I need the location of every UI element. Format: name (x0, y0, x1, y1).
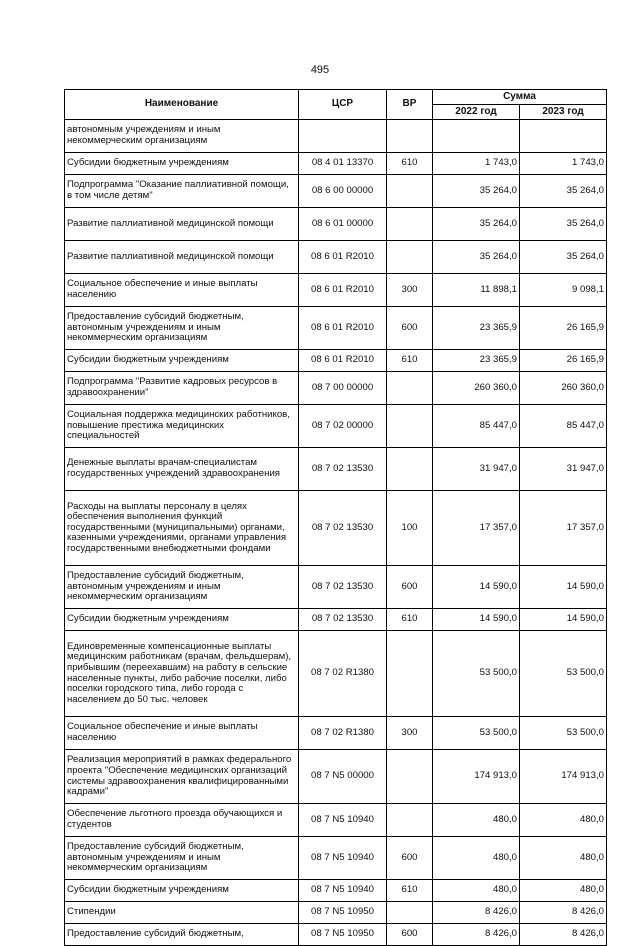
table-row (65, 717, 607, 750)
row-vr: 300 (387, 274, 433, 307)
row-sum-2022 (433, 120, 520, 153)
row-sum-2022: 53 500,0 (433, 631, 520, 717)
row-name: Единовременные компенсационные выплаты медицинским работникам (врачам, фельдшерам), прибывшим (переехавшим) на работу в сельские населенные пункты, либо рабочие поселки, либо поселки городского типа, либо города с населением до 50 тыс. человек (65, 631, 299, 717)
row-vr: 610 (387, 153, 433, 175)
row-vr: 100 (387, 491, 433, 566)
row-csr: 08 7 00 00000 (299, 372, 387, 405)
row-sum-2023 (520, 120, 607, 153)
row-vr (387, 804, 433, 837)
row-vr: 600 (387, 837, 433, 880)
row-sum-2022: 85 447,0 (433, 405, 520, 448)
row-sum-2022: 31 947,0 (433, 448, 520, 491)
row-sum-2022: 23 365,9 (433, 307, 520, 350)
row-sum-2022: 53 500,0 (433, 717, 520, 750)
row-name: Предоставление субсидий бюджетным, автономным учреждениям и иным некоммерческим организациям (65, 307, 299, 350)
row-csr: 08 7 02 13530 (299, 609, 387, 631)
row-sum-2022: 260 360,0 (433, 372, 520, 405)
row-name: Стипендии (65, 902, 299, 924)
row-sum-2022: 23 365,9 (433, 350, 520, 372)
row-sum-2023: 17 357,0 (520, 491, 607, 566)
table-row (65, 924, 607, 946)
row-sum-2022: 35 264,0 (433, 208, 520, 241)
row-name: Субсидии бюджетным учреждениям (65, 350, 299, 372)
row-sum-2023: 53 500,0 (520, 717, 607, 750)
table-row (65, 372, 607, 405)
row-vr (387, 120, 433, 153)
row-vr (387, 208, 433, 241)
row-vr: 610 (387, 350, 433, 372)
table-row (65, 153, 607, 175)
row-csr: 08 7 02 R1380 (299, 717, 387, 750)
row-name: Субсидии бюджетным учреждениям (65, 880, 299, 902)
row-vr: 610 (387, 609, 433, 631)
row-sum-2023: 14 590,0 (520, 609, 607, 631)
row-csr: 08 7 N5 10950 (299, 902, 387, 924)
row-sum-2023: 480,0 (520, 880, 607, 902)
row-sum-2022: 8 426,0 (433, 924, 520, 946)
row-name: Социальное обеспечение и иные выплаты населению (65, 274, 299, 307)
row-sum-2023: 14 590,0 (520, 566, 607, 609)
table-body (65, 120, 607, 946)
row-sum-2022: 8 426,0 (433, 902, 520, 924)
row-sum-2022: 14 590,0 (433, 609, 520, 631)
table-header (65, 90, 607, 120)
row-sum-2023: 174 913,0 (520, 750, 607, 804)
table-row (65, 566, 607, 609)
header-year-2022: 2022 год (433, 105, 520, 120)
row-name: Социальная поддержка медицинских работников, повышение престижа медицинских специальностей (65, 405, 299, 448)
row-sum-2022: 14 590,0 (433, 566, 520, 609)
row-sum-2023: 31 947,0 (520, 448, 607, 491)
header-csr: ЦСР (299, 90, 387, 120)
row-vr: 600 (387, 307, 433, 350)
row-sum-2023: 85 447,0 (520, 405, 607, 448)
table-row (65, 837, 607, 880)
row-csr: 08 7 02 13530 (299, 566, 387, 609)
row-sum-2023: 35 264,0 (520, 175, 607, 208)
row-vr: 600 (387, 566, 433, 609)
row-csr: 08 7 N5 00000 (299, 750, 387, 804)
header-vr: ВР (387, 90, 433, 120)
row-sum-2023: 1 743,0 (520, 153, 607, 175)
table-row (65, 448, 607, 491)
table-row (65, 750, 607, 804)
table-row (65, 274, 607, 307)
row-name: автономным учреждениям и иным некоммерческим организациям (65, 120, 299, 153)
row-name: Подпрограмма "Развитие кадровых ресурсов в здравоохранении" (65, 372, 299, 405)
row-sum-2023: 35 264,0 (520, 241, 607, 274)
header-year-2023: 2023 год (520, 105, 607, 120)
row-name: Социальное обеспечение и иные выплаты населению (65, 717, 299, 750)
header-sum: Сумма (433, 90, 607, 105)
table-row (65, 491, 607, 566)
row-vr (387, 631, 433, 717)
row-csr: 08 6 01 R2010 (299, 241, 387, 274)
row-sum-2022: 17 357,0 (433, 491, 520, 566)
row-csr: 08 7 N5 10950 (299, 924, 387, 946)
row-vr (387, 750, 433, 804)
row-csr: 08 6 01 R2010 (299, 350, 387, 372)
row-csr: 08 6 01 R2010 (299, 274, 387, 307)
row-vr (387, 241, 433, 274)
row-csr: 08 7 02 13530 (299, 491, 387, 566)
row-name: Предоставление субсидий бюджетным, автономным учреждениям и иным некоммерческим организациям (65, 837, 299, 880)
table-row (65, 350, 607, 372)
row-sum-2022: 174 913,0 (433, 750, 520, 804)
table-row (65, 880, 607, 902)
row-csr (299, 120, 387, 153)
row-csr: 08 4 01 13370 (299, 153, 387, 175)
row-vr (387, 448, 433, 491)
row-name: Подпрограмма "Оказание паллиативной помощи, в том числе детям" (65, 175, 299, 208)
row-sum-2023: 9 098,1 (520, 274, 607, 307)
row-sum-2022: 480,0 (433, 880, 520, 902)
table-row (65, 609, 607, 631)
table-row (65, 804, 607, 837)
row-sum-2022: 11 898,1 (433, 274, 520, 307)
row-vr: 300 (387, 717, 433, 750)
row-name: Предоставление субсидий бюджетным, (65, 924, 299, 946)
row-sum-2022: 35 264,0 (433, 241, 520, 274)
table-row (65, 405, 607, 448)
table-row (65, 120, 607, 153)
row-vr: 610 (387, 880, 433, 902)
page-number: 495 (310, 64, 330, 76)
row-vr: 600 (387, 924, 433, 946)
row-vr (387, 405, 433, 448)
row-sum-2023: 480,0 (520, 837, 607, 880)
row-sum-2023: 26 165,9 (520, 350, 607, 372)
row-vr (387, 372, 433, 405)
row-csr: 08 6 01 00000 (299, 208, 387, 241)
row-sum-2023: 480,0 (520, 804, 607, 837)
row-sum-2022: 480,0 (433, 837, 520, 880)
row-name: Обеспечение льготного проезда обучающихся и студентов (65, 804, 299, 837)
table-row (65, 241, 607, 274)
row-name: Субсидии бюджетным учреждениям (65, 153, 299, 175)
row-name: Развитие паллиативной медицинской помощи (65, 208, 299, 241)
row-name: Реализация мероприятий в рамках федерального проекта "Обеспечение медицинских организаций системы здравоохранения квалифицированными кадрами" (65, 750, 299, 804)
row-sum-2023: 260 360,0 (520, 372, 607, 405)
row-name: Расходы на выплаты персоналу в целях обеспечения выполнения функций государственными (муниципальными) органами, казенными учреждениями, органами управления государственными внебюджетными фондами (65, 491, 299, 566)
row-name: Субсидии бюджетным учреждениям (65, 609, 299, 631)
row-sum-2022: 1 743,0 (433, 153, 520, 175)
budget-table (64, 89, 607, 946)
table-row (65, 307, 607, 350)
row-sum-2023: 8 426,0 (520, 924, 607, 946)
row-sum-2023: 35 264,0 (520, 208, 607, 241)
header-name: Наименование (65, 90, 299, 120)
row-csr: 08 7 N5 10940 (299, 804, 387, 837)
table-row (65, 175, 607, 208)
row-sum-2022: 35 264,0 (433, 175, 520, 208)
row-sum-2023: 53 500,0 (520, 631, 607, 717)
row-sum-2023: 8 426,0 (520, 902, 607, 924)
row-csr: 08 6 00 00000 (299, 175, 387, 208)
table-row (65, 631, 607, 717)
row-csr: 08 7 N5 10940 (299, 880, 387, 902)
row-sum-2023: 26 165,9 (520, 307, 607, 350)
row-name: Предоставление субсидий бюджетным, автономным учреждениям и иным некоммерческим организациям (65, 566, 299, 609)
row-csr: 08 7 02 13530 (299, 448, 387, 491)
row-csr: 08 6 01 R2010 (299, 307, 387, 350)
row-vr (387, 175, 433, 208)
row-name: Денежные выплаты врачам-специалистам государственных учреждений здравоохранения (65, 448, 299, 491)
row-csr: 08 7 N5 10940 (299, 837, 387, 880)
table-row (65, 208, 607, 241)
row-name: Развитие паллиативной медицинской помощи (65, 241, 299, 274)
row-sum-2022: 480,0 (433, 804, 520, 837)
row-csr: 08 7 02 00000 (299, 405, 387, 448)
row-csr: 08 7 02 R1380 (299, 631, 387, 717)
